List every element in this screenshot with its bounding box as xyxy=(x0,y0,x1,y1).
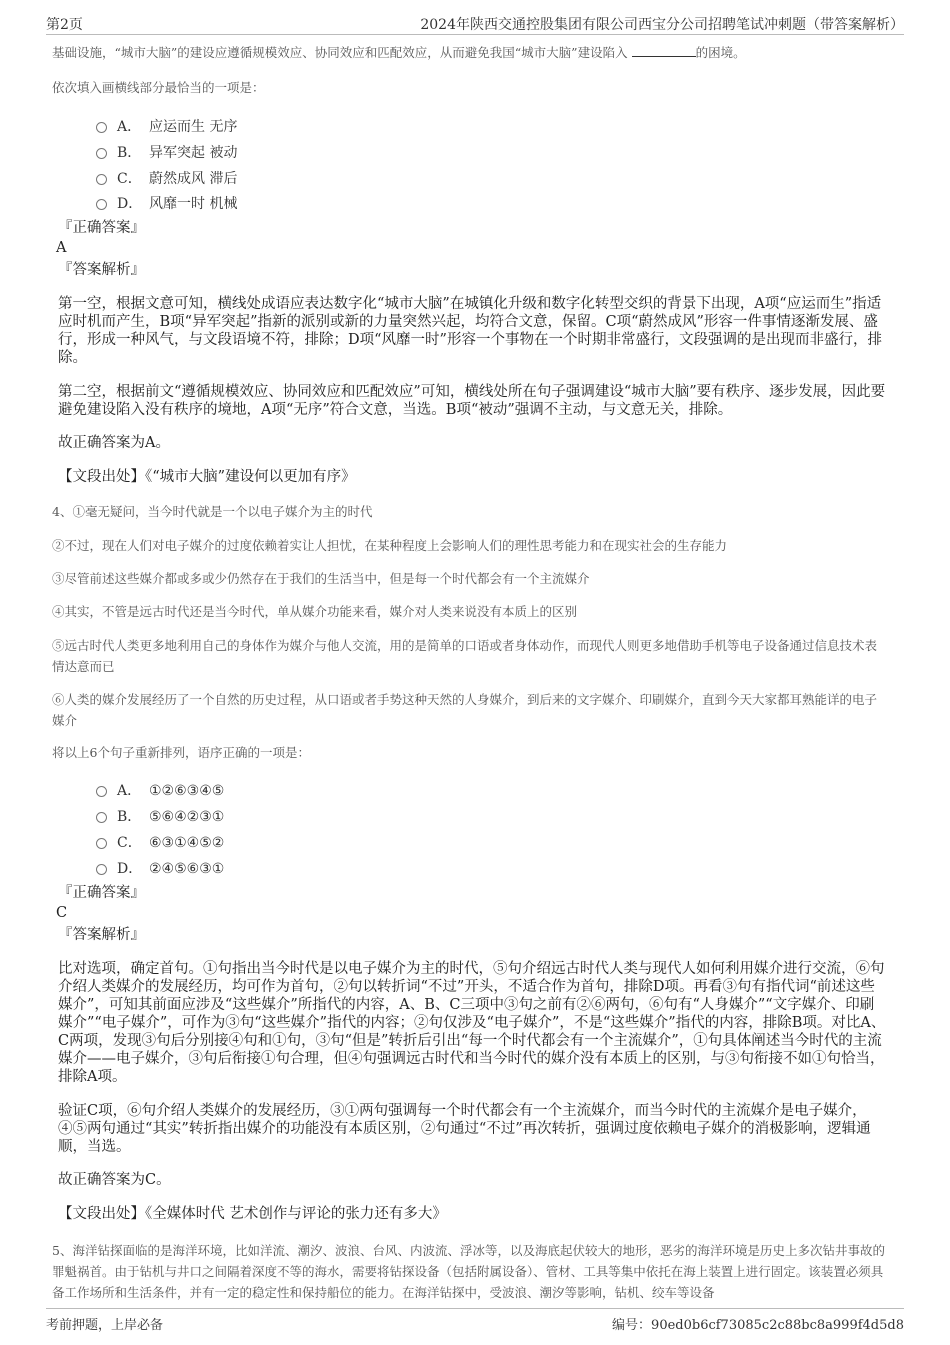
q4-conclusion: 故正确答案为C。 xyxy=(58,1172,171,1188)
q3-text-after-blank: 的困境。 xyxy=(695,45,746,60)
q3-option-a[interactable]: A． 应运而生 无序 xyxy=(96,116,237,136)
q4-analysis-p1: 比对选项，确定首句。①句指出当今时代是以电子媒介为主的时代，⑤句介绍远古时代人类与现代人如何利用媒介进行交流，⑥句介绍人类媒介的发展经历，均可作为首句，②句以转折词“不过”开头，不适合作为首句，排除D项。再看③句有指代词“前述这些媒介”，可知其前面应涉及“这些媒介”所指代的内容，A、B、C三项中③句之前有②⑥两句，⑥句有“人身媒介”“文字媒介、印刷媒介”“电子媒介”，可作为③句“这些媒介”指代的内容；②句仅涉及“电子媒介”，不是“这些媒介”指代的内容，排除B项。对比A、C两项，发现③句后分别接④句和①句，③句“但是”转折后引出“每一个时代都会有一个主流媒介”，①句具体阐述当今时代的主流媒介——电子媒介，③句后衔接①句合理，但④句强调远古时代和当今时代的媒介没有本质上的区别，与③句衔接不如①句恰当，排除A项。 xyxy=(58,961,886,1085)
page-footer xyxy=(46,1308,904,1333)
page-number: 第2页 xyxy=(46,17,83,33)
q4-sentence-2: ②不过，现在人们对电子媒介的过度依赖着实让人担忧，在某种程度上会影响人们的理性思考能力和在现实社会的生存能力 xyxy=(52,538,728,553)
radio-icon[interactable] xyxy=(96,812,107,823)
q4-option-d[interactable]: D． ②④⑤⑥③① xyxy=(96,858,224,878)
q3-answer-label: 『正确答案』 xyxy=(58,220,145,236)
radio-icon[interactable] xyxy=(96,786,107,797)
option-text: 异军突起 被动 xyxy=(149,145,238,161)
q4-sentence-1: 4、①毫无疑问，当今时代就是一个以电子媒介为主的时代 xyxy=(52,504,373,519)
q3-answer: A xyxy=(56,240,67,256)
q4-analysis-label: 『答案解析』 xyxy=(58,927,145,943)
q3-analysis-p2: 第二空，根据前文“遵循规模效应、协同效应和匹配效应”可知，横线处所在句子强调建设“城市大脑”要有秩序、逐步发展，因此要避免建设陷入没有秩序的境地，A项“无序”符合文意，当选。B项“被动”强调不主动，与文意无关，排除。 xyxy=(58,384,886,418)
q3-analysis-label: 『答案解析』 xyxy=(58,262,145,278)
radio-icon[interactable] xyxy=(96,174,107,185)
document-id: 编号：90ed0b6cf73085c2c88bc8a999f4d5d8 xyxy=(612,1318,904,1333)
q4-sentence-4: ④其实，不管是远古时代还是当今时代，单从媒介功能来看，媒介对人类来说没有本质上的区别 xyxy=(52,604,578,619)
footer-slogan: 考前押题，上岸必备 xyxy=(46,1318,164,1333)
option-text: ②④⑤⑥③① xyxy=(149,861,225,877)
option-text: ⑤⑥④②③① xyxy=(149,809,225,825)
q4-prompt: 将以上6个句子重新排列，语序正确的一项是： xyxy=(52,745,310,760)
q3-analysis-p1: 第一空，根据文意可知，横线处成语应表达数字化“城市大脑”在城镇化升级和数字化转型交织的背景下出现，A项“应运而生”指适应时机而产生，B项“异军突起”指新的派别或新的力量突然兴起，均符合文意，保留。C项“蔚然成风”形容一件事情逐渐发展、盛行，形成一种风气，与文段语境不符，排除；D项“风靡一时”形容一个事物在一个时期非常盛行，文段强调的是出现而非盛行，排除。 xyxy=(58,296,882,366)
q3-conclusion: 故正确答案为A。 xyxy=(58,435,170,451)
page-header xyxy=(46,14,904,35)
q3-source: 【文段出处】《“城市大脑”建设何以更加有序》 xyxy=(58,469,356,485)
q4-source: 【文段出处】《全媒体时代 艺术创作与评论的张力还有多大》 xyxy=(58,1206,447,1222)
option-text: 风靡一时 机械 xyxy=(149,196,238,212)
q4-option-a[interactable]: A． ①②⑥③④⑤ xyxy=(96,780,224,800)
q3-prompt: 依次填入画横线部分最恰当的一项是： xyxy=(52,80,265,95)
fill-blank xyxy=(632,44,696,57)
document-title: 2024年陕西交通控股集团有限公司西宝分公司招聘笔试冲刺题（带答案解析） xyxy=(420,17,904,33)
option-text: ①②⑥③④⑤ xyxy=(149,783,225,799)
q4-option-c[interactable]: C． ⑥③①④⑤② xyxy=(96,832,224,852)
option-text: 应运而生 无序 xyxy=(149,119,238,135)
q4-option-b[interactable]: B． ⑤⑥④②③① xyxy=(96,806,224,826)
q4-answer-label: 『正确答案』 xyxy=(58,885,145,901)
q4-sentence-3: ③尽管前述这些媒介都或多或少仍然存在于我们的生活当中，但是每一个时代都会有一个主流媒介 xyxy=(52,571,590,586)
q4-sentence-5: ⑤远古时代人类更多地利用自己的身体作为媒介与他人交流，用的是简单的口语或者身体动作，而现代人则更多地借助手机等电子设备通过信息技术表情达意而已 xyxy=(52,638,878,674)
radio-icon[interactable] xyxy=(96,864,107,875)
q4-sentence-6: ⑥人类的媒介发展经历了一个自然的历史过程，从口语或者手势这种天然的人身媒介，到后来的文字媒介、印刷媒介，直到今天大家都耳熟能详的电子媒介 xyxy=(52,692,878,728)
option-text: 蔚然成风 滞后 xyxy=(149,171,238,187)
radio-icon[interactable] xyxy=(96,148,107,159)
option-text: ⑥③①④⑤② xyxy=(149,835,225,851)
radio-icon[interactable] xyxy=(96,199,107,210)
radio-icon[interactable] xyxy=(96,838,107,849)
q4-answer: C xyxy=(56,905,68,921)
q3-option-b[interactable]: B． 异军突起 被动 xyxy=(96,142,237,162)
q3-passage-end xyxy=(52,42,886,63)
q5-passage: 5、海洋钻探面临的是海洋环境，比如洋流、潮汐、波浪、台风、内波流、浮冰等，以及海底起伏较大的地形，恶劣的海洋环境是历史上多次钻井事故的罪魁祸首。由于钻机与井口之间隔着深度不等的海水，需要将钻探设备（包括附属设备）、管材、工具等集中依托在海上装置上进行固定。该装置必须具备工作场所和生活条件，并有一定的稳定性和保持船位的能力。在海洋钻探中，受波浪、潮汐等影响，钻机、绞车等设备 xyxy=(52,1243,885,1300)
q4-analysis-p2: 验证C项，⑥句介绍人类媒介的发展经历，③①两句强调每一个时代都会有一个主流媒介，而当今时代的主流媒介是电子媒介，④⑤两句通过“其实”转折指出媒介的功能没有本质区别，②句通过“不过”再次转折，强调过度依赖电子媒介的消极影响，逻辑通顺，当选。 xyxy=(58,1103,871,1155)
q3-option-c[interactable]: C． 蔚然成风 滞后 xyxy=(96,168,237,188)
radio-icon[interactable] xyxy=(96,122,107,133)
q3-text-before-blank: 基础设施，“城市大脑”的建设应遵循规模效应、协同效应和匹配效应，从而避免我国“城市大脑”建设陷入 xyxy=(52,45,628,60)
q3-option-d[interactable]: D． 风靡一时 机械 xyxy=(96,193,237,213)
